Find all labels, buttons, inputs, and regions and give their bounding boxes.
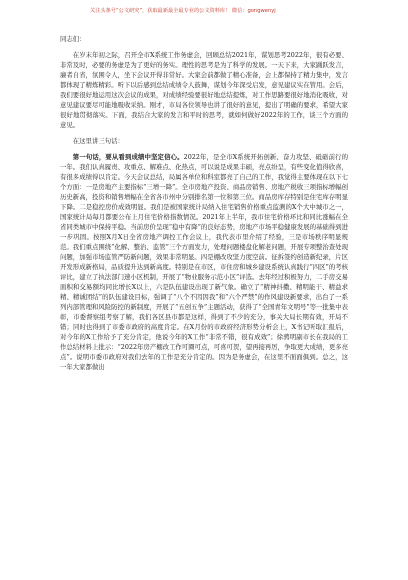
first-point-heading: 第一句话，要从看到成绩中坚定信心。 [72, 153, 184, 161]
document-page [60, 34, 348, 372]
paragraph-intro: 在岁末年初之际，召开全市X系统工作务虚会，回顾总结2021年，谋划思考2022年，很有必要、非常及时，必要的务虚是为了更好的务实。理性的思考是为了科学的发展。一天下来，大家踊跃发言，廉者自省，氛围令人，坐下会议开得非常好。大家会前都做了精心准备，会上都保持了精力集中，发言都体现了精炼精彩。听下以后感到总结成绩令人鼓舞，谋划今年深受启发，意见建议实在管用。会后，我们要很好地运用这次会议的成果，对成绩经验要很好地总结提炼，对工作思路要很好地消化吸收，对意见建议要尽可能地吸收采纳。刚才，市局各位领导也讲了很好的意见，提出了明确的要求，希望大家很好地贯彻落实。下面，我结合大家的发言和平时的思考，就如何做好2022年的工作，谈三个方面的意见。 [60, 51, 348, 129]
paragraph-first-point [60, 152, 348, 372]
paragraph-three-points: 在这里讲三句话： [72, 137, 124, 145]
salutation: 同志们： [60, 35, 86, 43]
header-banner: 关注头条号“公文研究”，获取最新最全最专业的公文资料库！ 微信：gongwenyj [90, 8, 276, 14]
first-point-body: 2022年，是全市X系统开拓创新、奋力攻坚、砥砺前行的一年。我们认真履责、攻重点、解难点、化热点，可以说是成果丰硕，亮点纷呈，有些变化值得欣喜，有很多成绩得以肯定。今天会议总结，局属各单位和科室都亮了自己的工作，我觉得主要体现在以下七个方面：一是房地产主要指标“三增一降”。全市房地产投资、商品房销售、房地产税收三项指标增幅创历史新高，投资和销售增幅在全省各市州中分别排名第一位和第三位。商品房库存特别是住宅库存明显下降。二是稳控房价成效明显。我们是被国家统计局纳入住宅销售价格重点监测的X个大中城市之一，国家统计局每月都要公布上月住宅价格指数情况。2021年上半年，我市住宅价格环比和同比涨幅在全省同类城市中保持平稳。当前房价呈现“稳中有降”的良好态势，房地产市场平稳健康发展的基础得到进一步巩固。按照X月X日全省房地产调控工作会议上，我代表市里介绍了经验，三是市场秩序明显规范。我们重点围绕“化解、整治、监管”三个方面发力，处理问题楼盘化解老问题，开展专项整治查处现问题，加强市场监管严防新问题，效果非常明显。四是棚改攻坚力度空前。征拆签约创造新纪录，片区开发形成新格局，品质提升达到新高度。特别是在市区，市住房和城乡建设系统认真践行“四区”的考核评比，建立了执法部门速小区机制，开展了“物业服务示范小区”评选。去年经过积极努力，二手房交易面积和交易额均同比增长X以上，六是队伍建设出现了新气象。确立了“精神抖擞、精明能干、精益求精、精诚团结”的队伍建设目标，强调了“八个不因因我”和“六个严禁”的作风建设新要求，出台了一系列内部管理和风险防控的新制度，开展了“五创五争”主题活动，获得了“全国青年文明号”等一批集中表彰，市委督察组考察了解，我们各区县市都是这样，得到了不少的充分，事关大局长期有效，开局不错；同时也得到了市委市政府的高度肯定。在X月份的市政府经济形势分析会上，X书记听取汇报后，对今年的X工作给予了充分肯定，他说今年的X工作“非常不错，很有成效”；徐骋明副市长在我局的工作总结材料上批示：“2022年房产棚改工作可圈可点，可喜可贺，望再接再厉，争取更大成绩，更多亮点”。说明市委市政府对我们去年的工作是充分肯定的。因为是务虚会，在这里不面面俱到。总之，这一年大家都做出 [60, 153, 349, 371]
